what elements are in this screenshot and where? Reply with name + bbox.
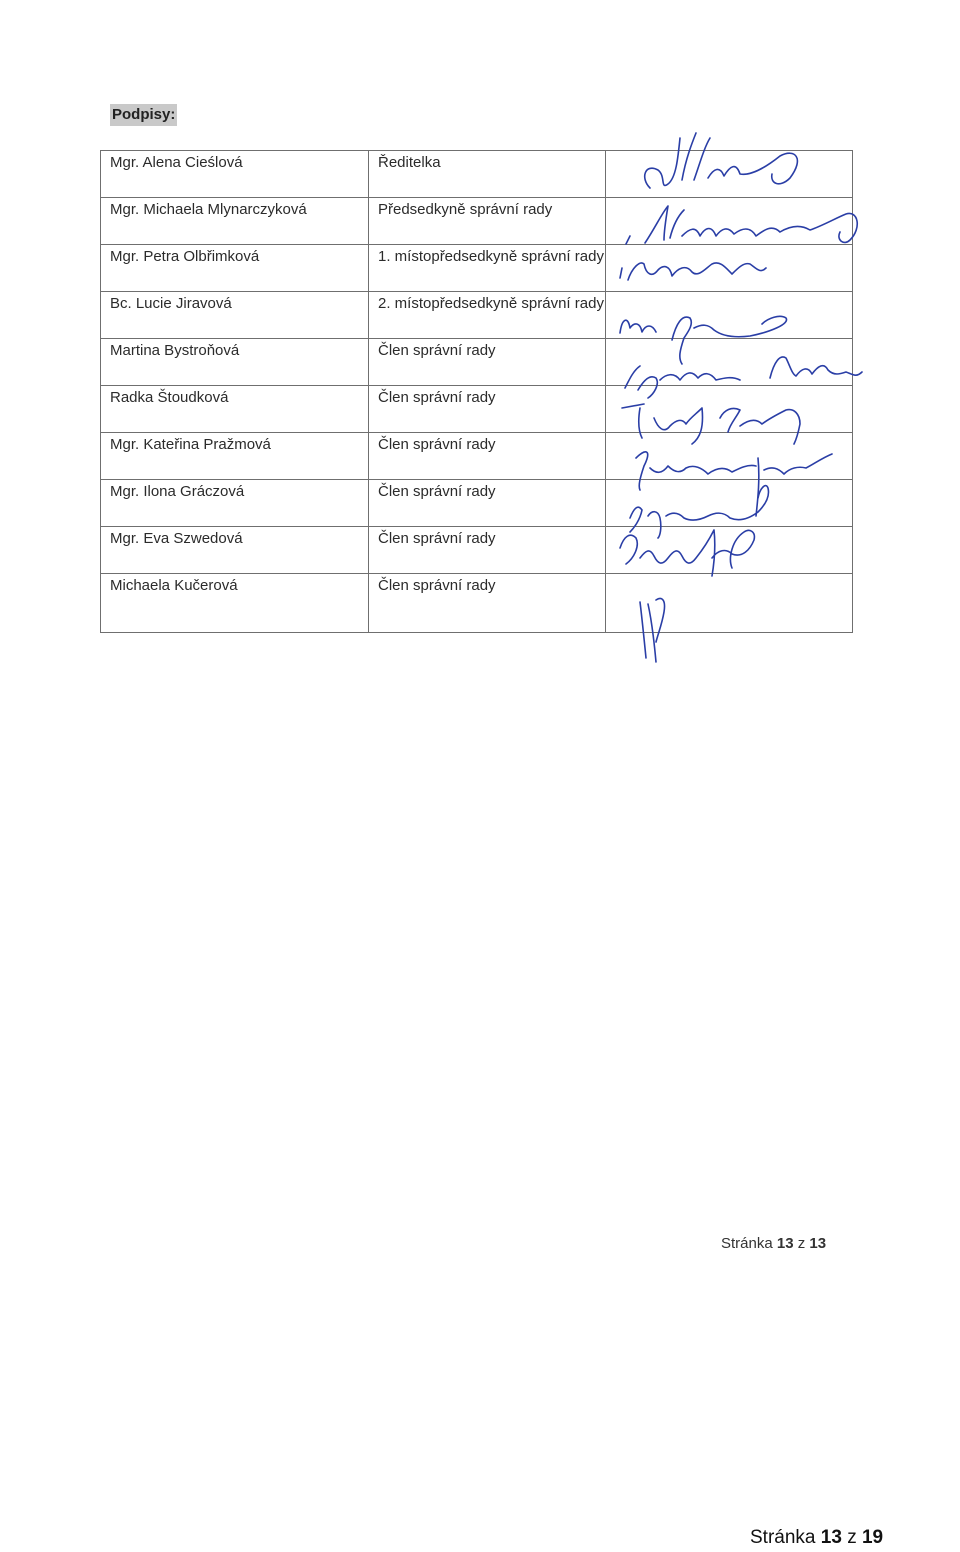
member-role: Ředitelka	[369, 151, 606, 198]
page-separator: z	[797, 1235, 806, 1252]
table-row	[101, 198, 853, 245]
page-total: 19	[861, 1527, 884, 1548]
signature-cell	[606, 527, 853, 574]
signature-cell	[606, 574, 853, 633]
member-role: 2. místopředsedkyně správní rady	[369, 292, 606, 339]
member-role: Člen správní rady	[369, 574, 606, 633]
member-role: Člen správní rady	[369, 527, 606, 574]
member-name: Mgr. Petra Olbřimková	[101, 245, 369, 292]
signature-table	[100, 150, 853, 633]
member-name: Radka Štoudková	[101, 386, 369, 433]
table-row	[101, 245, 853, 292]
signature-cell	[606, 198, 853, 245]
page-label: Stránka	[721, 1235, 773, 1252]
member-role: Člen správní rady	[369, 386, 606, 433]
signature-cell	[606, 151, 853, 198]
member-name: Mgr. Ilona Gráczová	[101, 480, 369, 527]
table-row	[101, 339, 853, 386]
signature-cell	[606, 292, 853, 339]
member-role: Předsedkyně správní rady	[369, 198, 606, 245]
member-name: Mgr. Eva Szwedová	[101, 527, 369, 574]
signature-cell	[606, 386, 853, 433]
table-row	[101, 574, 853, 633]
signature-cell	[606, 480, 853, 527]
member-role: Člen správní rady	[369, 480, 606, 527]
member-name: Michaela Kučerová	[101, 574, 369, 633]
member-role: 1. místopředsedkyně správní rady	[369, 245, 606, 292]
page-current: 13	[776, 1235, 794, 1252]
table-row	[101, 480, 853, 527]
signature-cell	[606, 433, 853, 480]
table-row	[101, 433, 853, 480]
member-role: Člen správní rady	[369, 339, 606, 386]
signature-cell	[606, 245, 853, 292]
page-current: 13	[820, 1527, 842, 1548]
member-name: Mgr. Kateřina Pražmová	[101, 433, 369, 480]
member-name: Mgr. Alena Cieślová	[101, 151, 369, 198]
inner-page-number	[721, 1235, 826, 1252]
member-name: Bc. Lucie Jiravová	[101, 292, 369, 339]
table-row	[101, 151, 853, 198]
member-name: Mgr. Michaela Mlynarczyková	[101, 198, 369, 245]
signature-cell	[606, 339, 853, 386]
member-name: Martina Bystroňová	[101, 339, 369, 386]
member-role: Člen správní rady	[369, 433, 606, 480]
page-heading: Podpisy:	[110, 104, 177, 126]
table-row	[101, 292, 853, 339]
table-row	[101, 386, 853, 433]
table-row	[101, 527, 853, 574]
page-total: 13	[809, 1235, 827, 1252]
outer-page-number	[750, 1528, 883, 1547]
page-separator: z	[847, 1527, 857, 1548]
page-label: Stránka	[750, 1527, 816, 1548]
